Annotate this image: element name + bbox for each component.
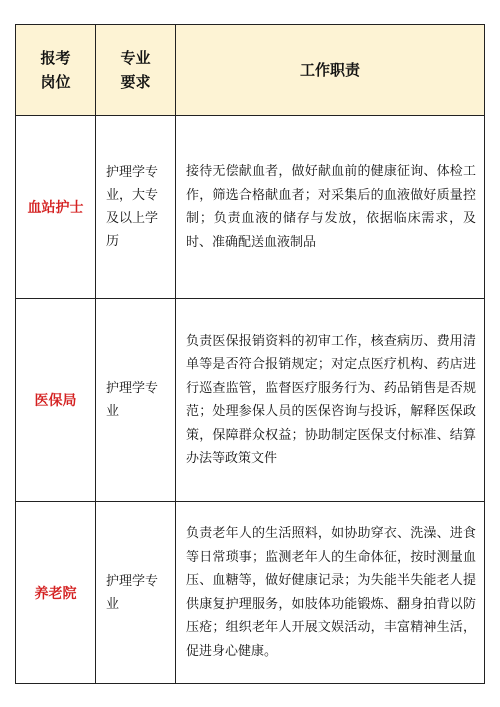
row-1-duties: 接待无偿献血者，做好献血前的健康征询、体检工作，筛选合格献血者；对采集后的血液做好质量控制；负责血液的储存与发放，依据临床需求，及时、准确配送血液制品 [176,116,484,299]
row-2-duties: 负责医保报销资料的初审工作，核查病历、费用清单等是否符合报销规定；对定点医疗机构、药店进行巡查监管，监督医疗服务行为、药品销售是否规范；处理参保人员的医保咨询与投诉，解释医保政策，保障群众权益；协助制定医保支付标准、结算办法等政策文件 [176,299,484,502]
row-2-position: 医保局 [16,299,96,502]
row-3-position: 养老院 [16,502,96,683]
header-position [16,25,96,116]
header-requirement-line1: 专业 [120,49,151,67]
header-duties [176,25,484,116]
row-2-requirement: 护理学专业 [96,299,176,502]
row-3-requirement: 护理学专业 [96,502,176,683]
jobs-table [15,24,485,684]
header-position-line2: 岗位 [40,73,71,91]
header-duties-label: 工作职责 [299,61,360,79]
row-1-requirement: 护理学专业，大专及以上学历 [96,116,176,299]
header-position-line1: 报考 [40,49,71,67]
row-3-duties: 负责老年人的生活照料，如协助穿衣、洗澡、进食等日常琐事；监测老年人的生命体征，按时测量血压、血糖等，做好健康记录；为失能半失能老人提供康复护理服务，如肢体功能锻炼、翻身拍背以防压疮；组织老年人开展文娱活动，丰富精神生活，促进身心健康。 [186,526,476,659]
header-requirement [96,25,176,116]
header-requirement-line2: 要求 [120,73,151,91]
row-1-position: 血站护士 [16,116,96,299]
